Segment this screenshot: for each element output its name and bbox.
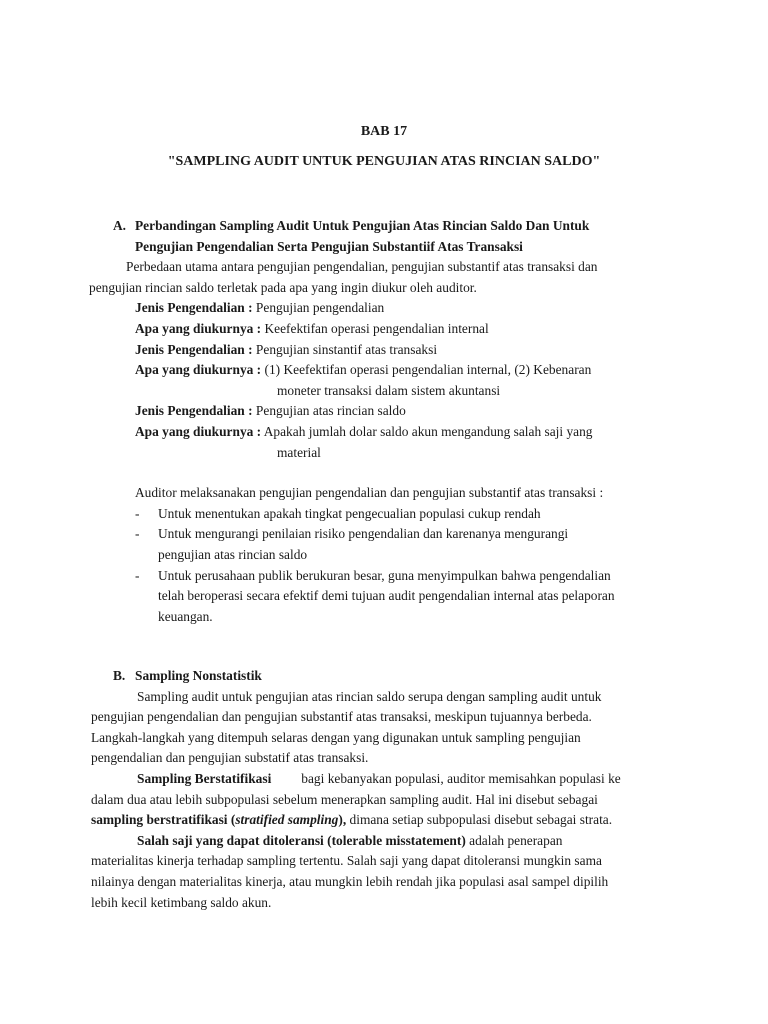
- list-item: [91, 524, 691, 545]
- list-item-text: Untuk perusahaan publik berukuran besar, guna menyimpulkan bahwa pengendalian: [158, 567, 611, 583]
- paragraph-line: materialitas kinerja terhadap sampling tertentu. Salah saji yang dapat ditoleransi mungkin sama: [91, 853, 602, 869]
- list-item-text: pengujian atas rincian saldo: [158, 546, 308, 562]
- bullet-dash: -: [135, 567, 140, 583]
- paragraph-line: Langkah-langkah yang ditempuh selaras dengan yang digunakan untuk sampling pengujian: [91, 729, 581, 745]
- definition-value-continued: moneter transaksi dalam sistem akuntansi: [277, 382, 501, 398]
- definition-label: Jenis Pengendalian :: [135, 341, 253, 357]
- definition-row: [91, 422, 691, 443]
- definition-label: Apa yang diukurnya :: [135, 423, 262, 439]
- definition-row: [91, 401, 691, 422]
- definition-label: Apa yang diukurnya :: [135, 320, 262, 336]
- section-b: [91, 666, 691, 913]
- definition-label: Jenis Pengendalian :: [135, 300, 253, 316]
- definition-value: Pengujian sinstantif atas transaksi: [255, 341, 438, 357]
- list-item-text: Untuk menentukan apakah tingkat pengecualian populasi cukup rendah: [158, 505, 541, 521]
- definition-row: [91, 319, 691, 340]
- list-item: [91, 566, 691, 587]
- definition-value: Pengujian pengendalian: [255, 300, 385, 316]
- paragraph-line: dalam dua atau lebih subpopulasi sebelum menerapkan sampling audit. Hal ini disebut sebagai: [91, 791, 598, 807]
- paragraph-line: pengendalian dan pengujian substatif atas transaksi.: [91, 750, 369, 766]
- definition-value: Keefektifan operasi pengendalian internal: [264, 320, 489, 336]
- definition-value: Apakah jumlah dolar saldo akun mengandung salah saji yang: [263, 423, 593, 439]
- paragraph-line: Perbedaan utama antara pengujian pengendalian, pengujian substantif atas transaksi dan: [126, 259, 598, 275]
- section-a-letter: A.: [113, 218, 127, 233]
- definition-row: [91, 360, 691, 381]
- definition-row: [91, 340, 691, 361]
- list-item-text: keuangan.: [158, 608, 213, 624]
- paragraph-line: nilainya dengan materialitas kinerja, atau mungkin lebih rendah jika populasi asal sampel dipilih: [91, 873, 609, 889]
- paragraph-line: [91, 831, 691, 852]
- list-item-text: telah beroperasi secara efektif demi tujuan audit pengendalian internal atas pelaporan: [158, 588, 615, 604]
- list-item-text: Untuk mengurangi penilaian risiko pengendalian dan karenanya mengurangi: [158, 526, 569, 542]
- bullet-dash: -: [135, 526, 140, 542]
- term-bold-close: ),: [338, 812, 347, 828]
- paragraph-line: Auditor melaksanakan pengujian pengendalian dan pengujian substantif atas transaksi :: [135, 485, 604, 501]
- term-stratified: Sampling Berstatifikasi: [137, 770, 272, 786]
- definition-row: [91, 298, 691, 319]
- section-b-heading-line: Sampling Nonstatistik: [135, 668, 262, 683]
- paragraph-line: lebih kecil ketimbang saldo akun.: [91, 894, 272, 910]
- term-tolerable: Salah saji yang dapat ditoleransi (tolerable misstatement): [137, 832, 466, 848]
- paragraph-line: pengujian rincian saldo terletak pada apa yang ingin diukur oleh auditor.: [89, 279, 477, 295]
- term-italic: stratified sampling: [235, 812, 339, 828]
- definition-label: Apa yang diukurnya :: [135, 362, 262, 378]
- definition-value: (1) Keefektifan operasi pengendalian internal, (2) Kebenaran: [264, 362, 592, 378]
- definition-value: Pengujian atas rincian saldo: [255, 403, 406, 419]
- term-bold: sampling berstratifikasi (: [91, 812, 236, 828]
- paragraph-line: pengujian pengendalian dan pengujian substantif atas transaksi, meskipun tujuannya berbeda.: [91, 709, 592, 725]
- paragraph-line: Sampling audit untuk pengujian atas rincian saldo serupa dengan sampling audit untuk: [137, 688, 602, 704]
- section-a-heading-line: Pengujian Pengendalian Serta Pengujian Substantiif Atas Transaksi: [135, 238, 523, 254]
- paragraph-line: [91, 769, 691, 790]
- document-title: "SAMPLING AUDIT UNTUK PENGUJIAN ATAS RINCIAN SALDO": [167, 154, 601, 169]
- section-b-heading: [91, 666, 691, 687]
- section-a: [91, 216, 691, 627]
- paragraph-text: dimana setiap subpopulasi disebut sebagai strata.: [346, 812, 613, 828]
- section-b-letter: B.: [113, 668, 126, 683]
- bullet-dash: -: [135, 505, 140, 521]
- paragraph-text: bagi kebanyakan populasi, auditor memisahkan populasi ke: [301, 770, 621, 786]
- paragraph-line: [91, 810, 691, 831]
- chapter-number: BAB 17: [360, 124, 408, 139]
- definition-value-continued: material: [277, 444, 321, 460]
- section-a-heading-line: Perbandingan Sampling Audit Untuk Pengujian Atas Rincian Saldo Dan Untuk: [135, 218, 590, 233]
- paragraph-text: adalah penerapan: [465, 832, 563, 848]
- section-a-heading: [91, 216, 691, 257]
- definition-label: Jenis Pengendalian :: [135, 403, 253, 419]
- list-item: [91, 504, 691, 525]
